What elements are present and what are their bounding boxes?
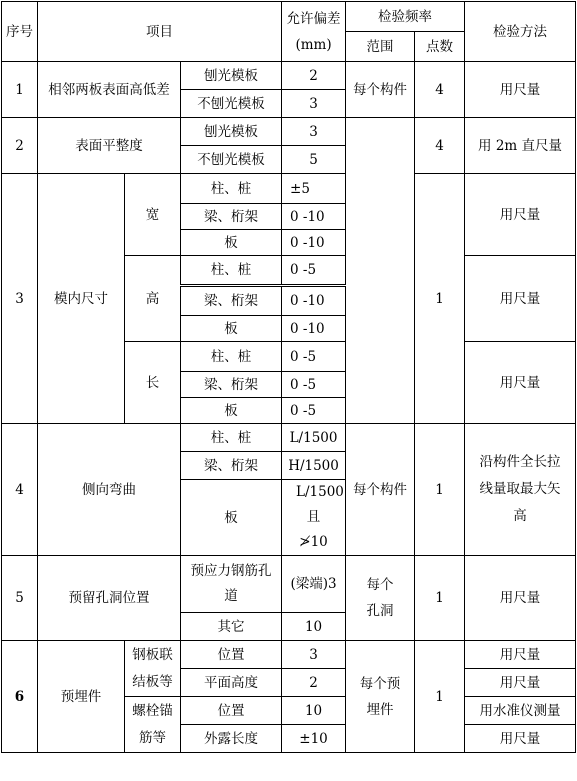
row2-method: 用 2m 直尺量 xyxy=(465,118,576,174)
row3-tol-b2: 0 -10 xyxy=(282,286,346,316)
row4-s2: 梁、桁架 xyxy=(181,452,282,480)
row3-c1: 柱、桩 xyxy=(181,342,282,372)
row5-t2: 10 xyxy=(282,613,346,641)
row3-long: 长 xyxy=(125,342,181,424)
header-frequency: 检验频率 xyxy=(346,2,465,32)
row2-3-scope xyxy=(346,118,415,424)
row1-no: 1 xyxy=(2,62,38,118)
row3-method-high: 用尺量 xyxy=(465,256,576,342)
row3-tol-b3: 0 -10 xyxy=(282,316,346,342)
row6-m1: 用尺量 xyxy=(465,641,576,669)
row4-t2: H/1500 xyxy=(282,452,346,480)
row5-s2: 其它 xyxy=(181,613,282,641)
row3-tol-c3: 0 -5 xyxy=(282,398,346,424)
row1-tol2: 3 xyxy=(282,90,346,118)
formwork-tolerance-table xyxy=(1,1,576,753)
row3-tol-b1: 0 -5 xyxy=(282,256,346,286)
row6-group2: 螺栓锚筋等 xyxy=(125,697,181,753)
row5-method: 用尺量 xyxy=(465,556,576,641)
row4-item: 侧向弯曲 xyxy=(38,424,181,556)
row3-c3: 板 xyxy=(181,398,282,424)
row3-tol-a1: ±5 xyxy=(282,174,346,204)
row2-item: 表面平整度 xyxy=(38,118,181,174)
row4-t1: L/1500 xyxy=(282,424,346,452)
row5-item: 预留孔洞位置 xyxy=(38,556,181,641)
row1-scope: 每个构件 xyxy=(346,62,415,118)
row3-high: 高 xyxy=(125,256,181,342)
row3-b3: 板 xyxy=(181,316,282,342)
row6-s4: 外露长度 xyxy=(181,725,282,753)
row6-m3: 用水准仪测量 xyxy=(465,697,576,725)
row6-points: 1 xyxy=(415,641,465,753)
row3-c2: 梁、桁架 xyxy=(181,372,282,398)
row1-method: 用尺量 xyxy=(465,62,576,118)
header-method: 检验方法 xyxy=(465,2,576,62)
inspection-table-container xyxy=(1,1,576,753)
row6-t3: 10 xyxy=(282,697,346,725)
row5-t1: (梁端)3 xyxy=(282,556,346,613)
header-no: 序号 xyxy=(2,2,38,62)
row5-s1: 预应力钢筋孔道 xyxy=(181,556,282,613)
row1-sub2: 不刨光模板 xyxy=(181,90,282,118)
row3-no: 3 xyxy=(2,174,38,424)
row5-no: 5 xyxy=(2,556,38,641)
row4-no: 4 xyxy=(2,424,38,556)
header-tolerance: 允许偏差(mm) xyxy=(282,2,346,62)
row6-s2: 平面高度 xyxy=(181,669,282,697)
row6-item: 预埋件 xyxy=(38,641,125,753)
row5-points: 1 xyxy=(415,556,465,641)
row2-tol1: 3 xyxy=(282,118,346,146)
row6-m4: 用尺量 xyxy=(465,725,576,753)
row6-s1: 位置 xyxy=(181,641,282,669)
row1-item: 相邻两板表面高低差 xyxy=(38,62,181,118)
row2-sub2: 不刨光模板 xyxy=(181,146,282,174)
row2-points: 4 xyxy=(415,118,465,174)
row3-tol-c2: 0 -5 xyxy=(282,372,346,398)
row6-t2: 2 xyxy=(282,669,346,697)
row6-s3: 位置 xyxy=(181,697,282,725)
header-points: 点数 xyxy=(415,32,465,62)
header-scope: 范围 xyxy=(346,32,415,62)
row3-a2: 梁、桁架 xyxy=(181,204,282,230)
row3-wide: 宽 xyxy=(125,174,181,256)
row2-no: 2 xyxy=(2,118,38,174)
row6-no: 6 xyxy=(2,641,38,753)
row1-points: 4 xyxy=(415,62,465,118)
row3-a3: 板 xyxy=(181,230,282,256)
row4-scope: 每个构件 xyxy=(346,424,415,556)
row4-method: 沿构件全长拉线量取最大矢高 xyxy=(465,424,576,556)
header-item: 项目 xyxy=(38,2,282,62)
row4-s1: 柱、桩 xyxy=(181,424,282,452)
row3-tol-a3: 0 -10 xyxy=(282,230,346,256)
row3-b1: 柱、桩 xyxy=(181,256,282,286)
row1-sub1: 刨光模板 xyxy=(181,62,282,90)
row3-tol-a2: 0 -10 xyxy=(282,204,346,230)
row3-item: 模内尺寸 xyxy=(38,174,125,424)
row1-tol1: 2 xyxy=(282,62,346,90)
row4-t3: L/1500且≯10 xyxy=(282,480,346,556)
row3-a1: 柱、桩 xyxy=(181,174,282,204)
row6-group1: 钢板联结板等 xyxy=(125,641,181,697)
row2-sub1: 刨光模板 xyxy=(181,118,282,146)
row3-method-wide: 用尺量 xyxy=(465,174,576,256)
row4-points: 1 xyxy=(415,424,465,556)
row3-points: 1 xyxy=(415,174,465,424)
row6-scope: 每个预埋件 xyxy=(346,641,415,753)
row4-s3: 板 xyxy=(181,480,282,556)
row2-tol2: 5 xyxy=(282,146,346,174)
row3-tol-c1: 0 -5 xyxy=(282,342,346,372)
row3-method-long: 用尺量 xyxy=(465,342,576,424)
row6-m2: 用尺量 xyxy=(465,669,576,697)
row3-b2: 梁、桁架 xyxy=(181,286,282,316)
row6-t1: 3 xyxy=(282,641,346,669)
row6-t4: ±10 xyxy=(282,725,346,753)
row5-scope: 每个孔洞 xyxy=(346,556,415,641)
